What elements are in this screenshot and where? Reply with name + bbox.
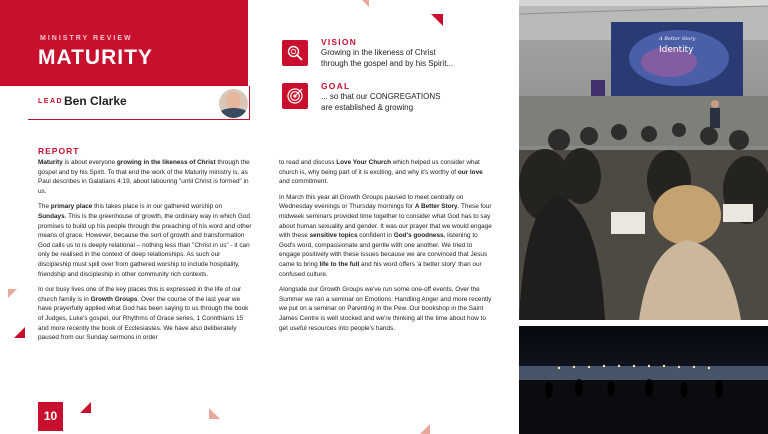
lead-label: LEAD [38, 98, 64, 105]
lead-name: Ben Clarke [64, 94, 127, 108]
page-number: 10 [38, 402, 63, 431]
screen-text: Identity [659, 45, 694, 55]
paragraph: In March this year all Growth Groups paused to meet centrally on Wednesday evenings or Thursday mornings for A Better Story. These four midweek seminars provided time together to consider what God has to say about human sexuality and gender. It was our prayer that we would engage with these sensitive topics confident in God's goodness, listening to God's word, compassionate and gentle with one another. We tried to engage positively with these issues because we are convinced that Jesus came to bring life to the full and his word offers 'a better story' than our confused culture. [279, 193, 492, 278]
evening-illustration [519, 326, 768, 434]
vision-line: through the gospel and by his Spirit... [321, 59, 454, 68]
report-column-1 [38, 158, 252, 349]
decor-triangle [14, 327, 25, 338]
vision-text [321, 47, 511, 69]
decor-triangle [431, 14, 443, 26]
paragraph: Alongside our Growth Groups we've run some one-off events. Over the Summer we ran a seminar on Emotions: Handling Anger and more recently we put on a seminar on Parenting in the Pew. Our bookshop in the Saint James Centre is well stocked and we're thinking all the time about how to get useful resources into people's hands. [279, 286, 492, 332]
magnifier-icon [282, 40, 308, 66]
goal-line: ... so that our CONGREGATIONS [321, 92, 441, 101]
paragraph: to read and discuss Love Your Church which helped us consider what church is, why being part of it is exciting, and why it's worthy of our love and commitment. [279, 159, 483, 186]
decor-triangle [8, 289, 17, 298]
header-block [0, 0, 248, 86]
paragraph: The primary place this takes place is in our gathered worship on Sundays. This is the greenhouse of growth, the ordinary way in which God promises to build up his people through the preaching of his word and other means of grace. However, because the sort of growth and transformation God calls us to is deeply relational – nothing less than "Christ in us" - it can only be realised in the context of deep relationships. As such our discipleship must spill over from gathered worship to include hospitality, friendship and discipleship in other community rich contexts. [38, 203, 252, 278]
goal-heading: GOAL [321, 81, 351, 91]
target-icon [282, 83, 308, 109]
section-kicker: MINISTRY REVIEW [40, 35, 133, 42]
lead-avatar [219, 89, 248, 118]
paragraph: In our busy lives one of the key places this is expressed in the life of our church family is in Growth Groups. Over the course of the last year we have prayerfully applied what God has been saying to us through the book of Judges, Luke's gospel, our Rhythms of Grace series, 1 Corinthians 15 and more recently the book of Ecclesiastes. We have also deliberately paused from our Sunday sermons in order [38, 286, 249, 342]
vision-heading: VISION [321, 37, 358, 47]
decor-triangle [420, 424, 430, 434]
paragraph: Maturity is about everyone growing in the likeness of Christ through the gospel and by his Spirit. To that end the work of the Maturity ministry is, as Paul describes in Galatians 4:19, about labouring "until Christ is formed" in us. [38, 159, 250, 195]
page-title: MATURITY [38, 46, 153, 69]
seminar-illustration [519, 0, 768, 320]
decor-triangle [209, 408, 220, 419]
goal-line: are established & growing [321, 103, 414, 112]
screen-text: A Better Story [659, 36, 696, 42]
photo-seminar [519, 0, 768, 320]
vision-line: Growing in the likeness of Christ [321, 48, 436, 57]
photo-evening-event [519, 326, 768, 434]
goal-text [321, 91, 511, 113]
decor-triangle [80, 402, 91, 413]
decor-triangle [362, 0, 369, 7]
report-column-2 [279, 158, 493, 339]
report-heading: REPORT [38, 146, 80, 156]
